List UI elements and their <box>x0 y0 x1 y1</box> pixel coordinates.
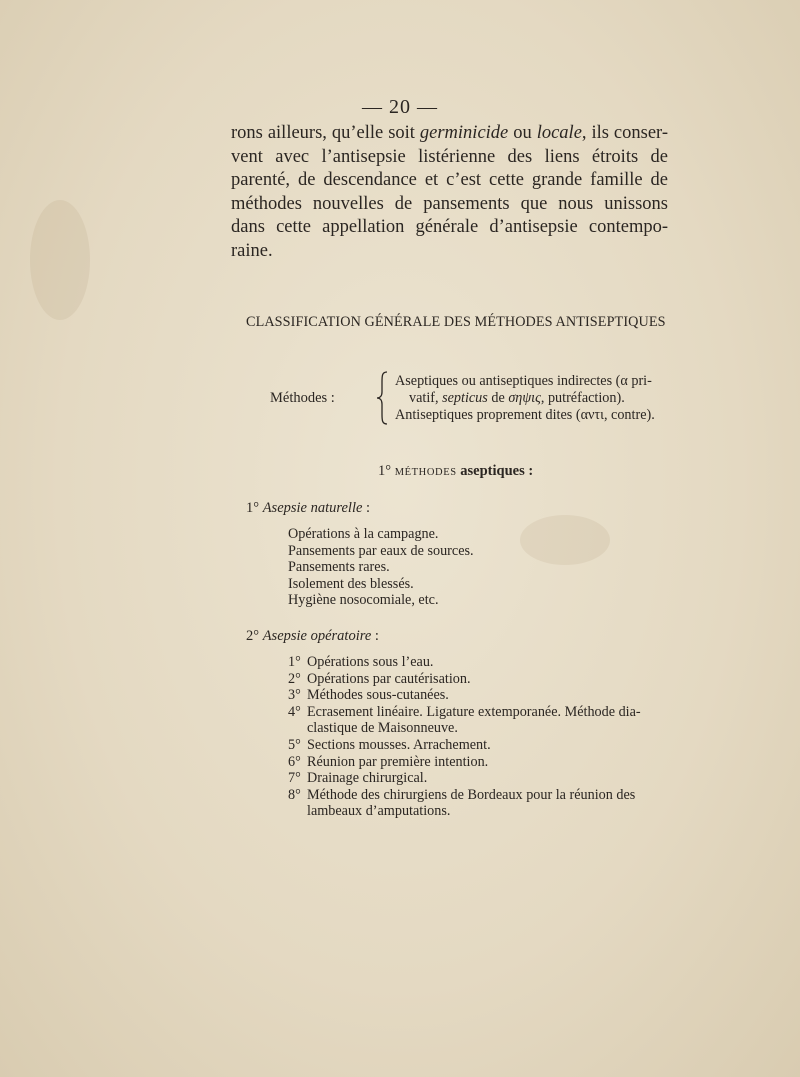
list-item: Opérations à la campagne. <box>288 526 439 542</box>
item-number: 5° <box>288 736 301 753</box>
list-item <box>288 704 672 737</box>
paragraph-line-3: parenté, de descendance et c’est cette grande famille de <box>231 170 668 190</box>
list-item <box>288 671 672 688</box>
item-number: 1° <box>288 654 301 670</box>
section1-list <box>288 526 474 609</box>
item-text: Sections mousses. Arrachement. <box>307 736 491 753</box>
list-item <box>288 770 672 787</box>
paragraph-line-2: vent avec l’antisepsie listérienne des liens étroits de <box>231 146 668 167</box>
page-number: — 20 — <box>362 96 438 118</box>
section2-list <box>288 654 672 820</box>
list-item: Pansements rares. <box>288 559 390 576</box>
item-number: 6° <box>288 753 301 770</box>
method-aseptic-line2: vatif, septicus de σηψις, putréfaction). <box>409 390 625 406</box>
subheading-num: 1° <box>378 463 392 479</box>
section2-title: 2° Asepsie opératoire : <box>246 628 379 644</box>
item-text: Opérations sous l’eau. <box>307 654 434 670</box>
list-item <box>288 737 672 754</box>
list-item <box>288 687 672 704</box>
paper-stain <box>30 200 90 320</box>
curly-brace-icon <box>375 370 391 426</box>
subheading <box>378 463 533 480</box>
paragraph-line-6: raine. <box>231 240 273 261</box>
item-number: 3° <box>288 687 301 704</box>
list-item <box>288 787 672 820</box>
list-item: Pansements par eaux de sources. <box>288 542 474 559</box>
subheading-bold: aseptiques : <box>460 463 534 479</box>
item-number: 7° <box>288 770 301 787</box>
item-number: 2° <box>288 670 301 687</box>
item-text: Méthodes sous-cutanées. <box>307 687 449 704</box>
paragraph-line-5: dans cette appellation générale d’antisepsie contempo- <box>231 217 668 237</box>
list-item <box>288 754 672 771</box>
paragraph-line-4: méthodes nouvelles de pansements que nous unissons <box>231 193 668 214</box>
body-paragraph <box>231 122 668 263</box>
item-text: Opérations par cautérisation. <box>307 670 471 687</box>
list-item <box>288 654 672 671</box>
item-text: Ecrasement linéaire. Ligature extemporanée. Méthode dia-clastique de Maisonneuve. <box>307 703 641 737</box>
list-item: Hygiène nosocomiale, etc. <box>288 592 439 609</box>
item-text: Réunion par première intention. <box>307 753 489 770</box>
methods-list <box>395 373 675 424</box>
paragraph-line-1: rons ailleurs, qu’elle soit germinicide ou locale, ils conser- <box>231 123 669 143</box>
section1-title: 1° Asepsie naturelle : <box>246 500 371 516</box>
item-number: 4° <box>288 703 301 720</box>
method-antiseptic: Antiseptiques proprement dites (αντι, contre). <box>395 407 655 423</box>
item-text: Méthode des chirurgiens de Bordeaux pour la réunion des lambeaux d’amputations. <box>307 786 636 820</box>
method-aseptic-line1: Aseptiques ou antiseptiques indirectes (α pri- <box>395 373 652 389</box>
list-item: Isolement des blessés. <box>288 575 414 592</box>
item-number: 8° <box>288 786 301 803</box>
paper-stain <box>520 515 610 565</box>
item-text: Drainage chirurgical. <box>307 770 428 787</box>
subheading-smallcaps: MÉTHODES <box>394 467 457 478</box>
section-heading: CLASSIFICATION GÉNÉRALE DES MÉTHODES ANTISEPTIQUES <box>246 314 666 330</box>
methods-label: Méthodes : <box>270 390 335 406</box>
